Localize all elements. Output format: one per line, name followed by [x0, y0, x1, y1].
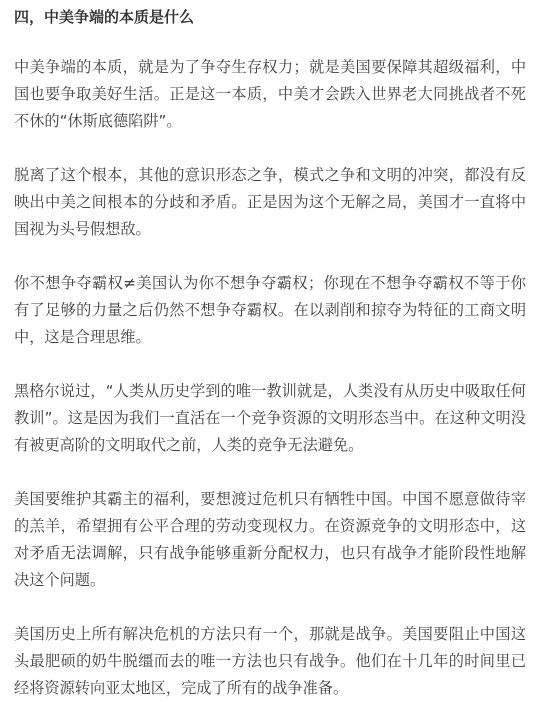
paragraph-2: 脱离了这个根本，其他的意识形态之争，模式之争和文明的冲突，都没有反映出中美之间根本的分歧和矛盾。正是因为这个无解之局，美国才一直将中国视为头号假想敌。 — [14, 166, 526, 238]
paragraph-3: 你不想争夺霸权≠美国认为你不想争夺霸权；你现在不想争夺霸权不等于你有了足够的力量之后仍然不想争夺霸权。在以剥削和掠夺为特征的工商文明中，这是合理思维。 — [14, 274, 526, 346]
paragraph-4: 黑格尔说过，“人类从历史学到的唯一教训就是，人类没有从历史中吸取任何教训”。这是因为我们一直活在一个竞争资源的文明形态当中。在这种文明没有被更高阶的文明取代之前，人类的竞争无法避免。 — [14, 382, 526, 454]
section-heading: 四，中美争端的本质是什么 — [14, 8, 195, 26]
paragraph-6: 美国历史上所有解决危机的方法只有一个，那就是战争。美国要阻止中国这头最肥硕的奶牛脱缰而去的唯一方法也只有战争。他们在十几年的时间里已经将资源转向亚太地区，完成了所有的战争准备。 — [14, 625, 526, 697]
paragraph-5: 美国要维护其霸主的福利，要想渡过危机只有牺牲中国。中国不愿意做待宰的羔羊，希望拥有公平合理的劳动变现权力。在资源竞争的文明形态中，这对矛盾无法调解，只有战争能够重新分配权力，也只有战争才能阶段性地解决这个问题。 — [14, 490, 526, 589]
paragraph-1: 中美争端的本质，就是为了争夺生存权力；就是美国要保障其超级福利，中国也要争取美好生活。正是这一本质，中美才会跌入世界老大同挑战者不死不休的“休斯底德陷阱”。 — [14, 58, 526, 130]
